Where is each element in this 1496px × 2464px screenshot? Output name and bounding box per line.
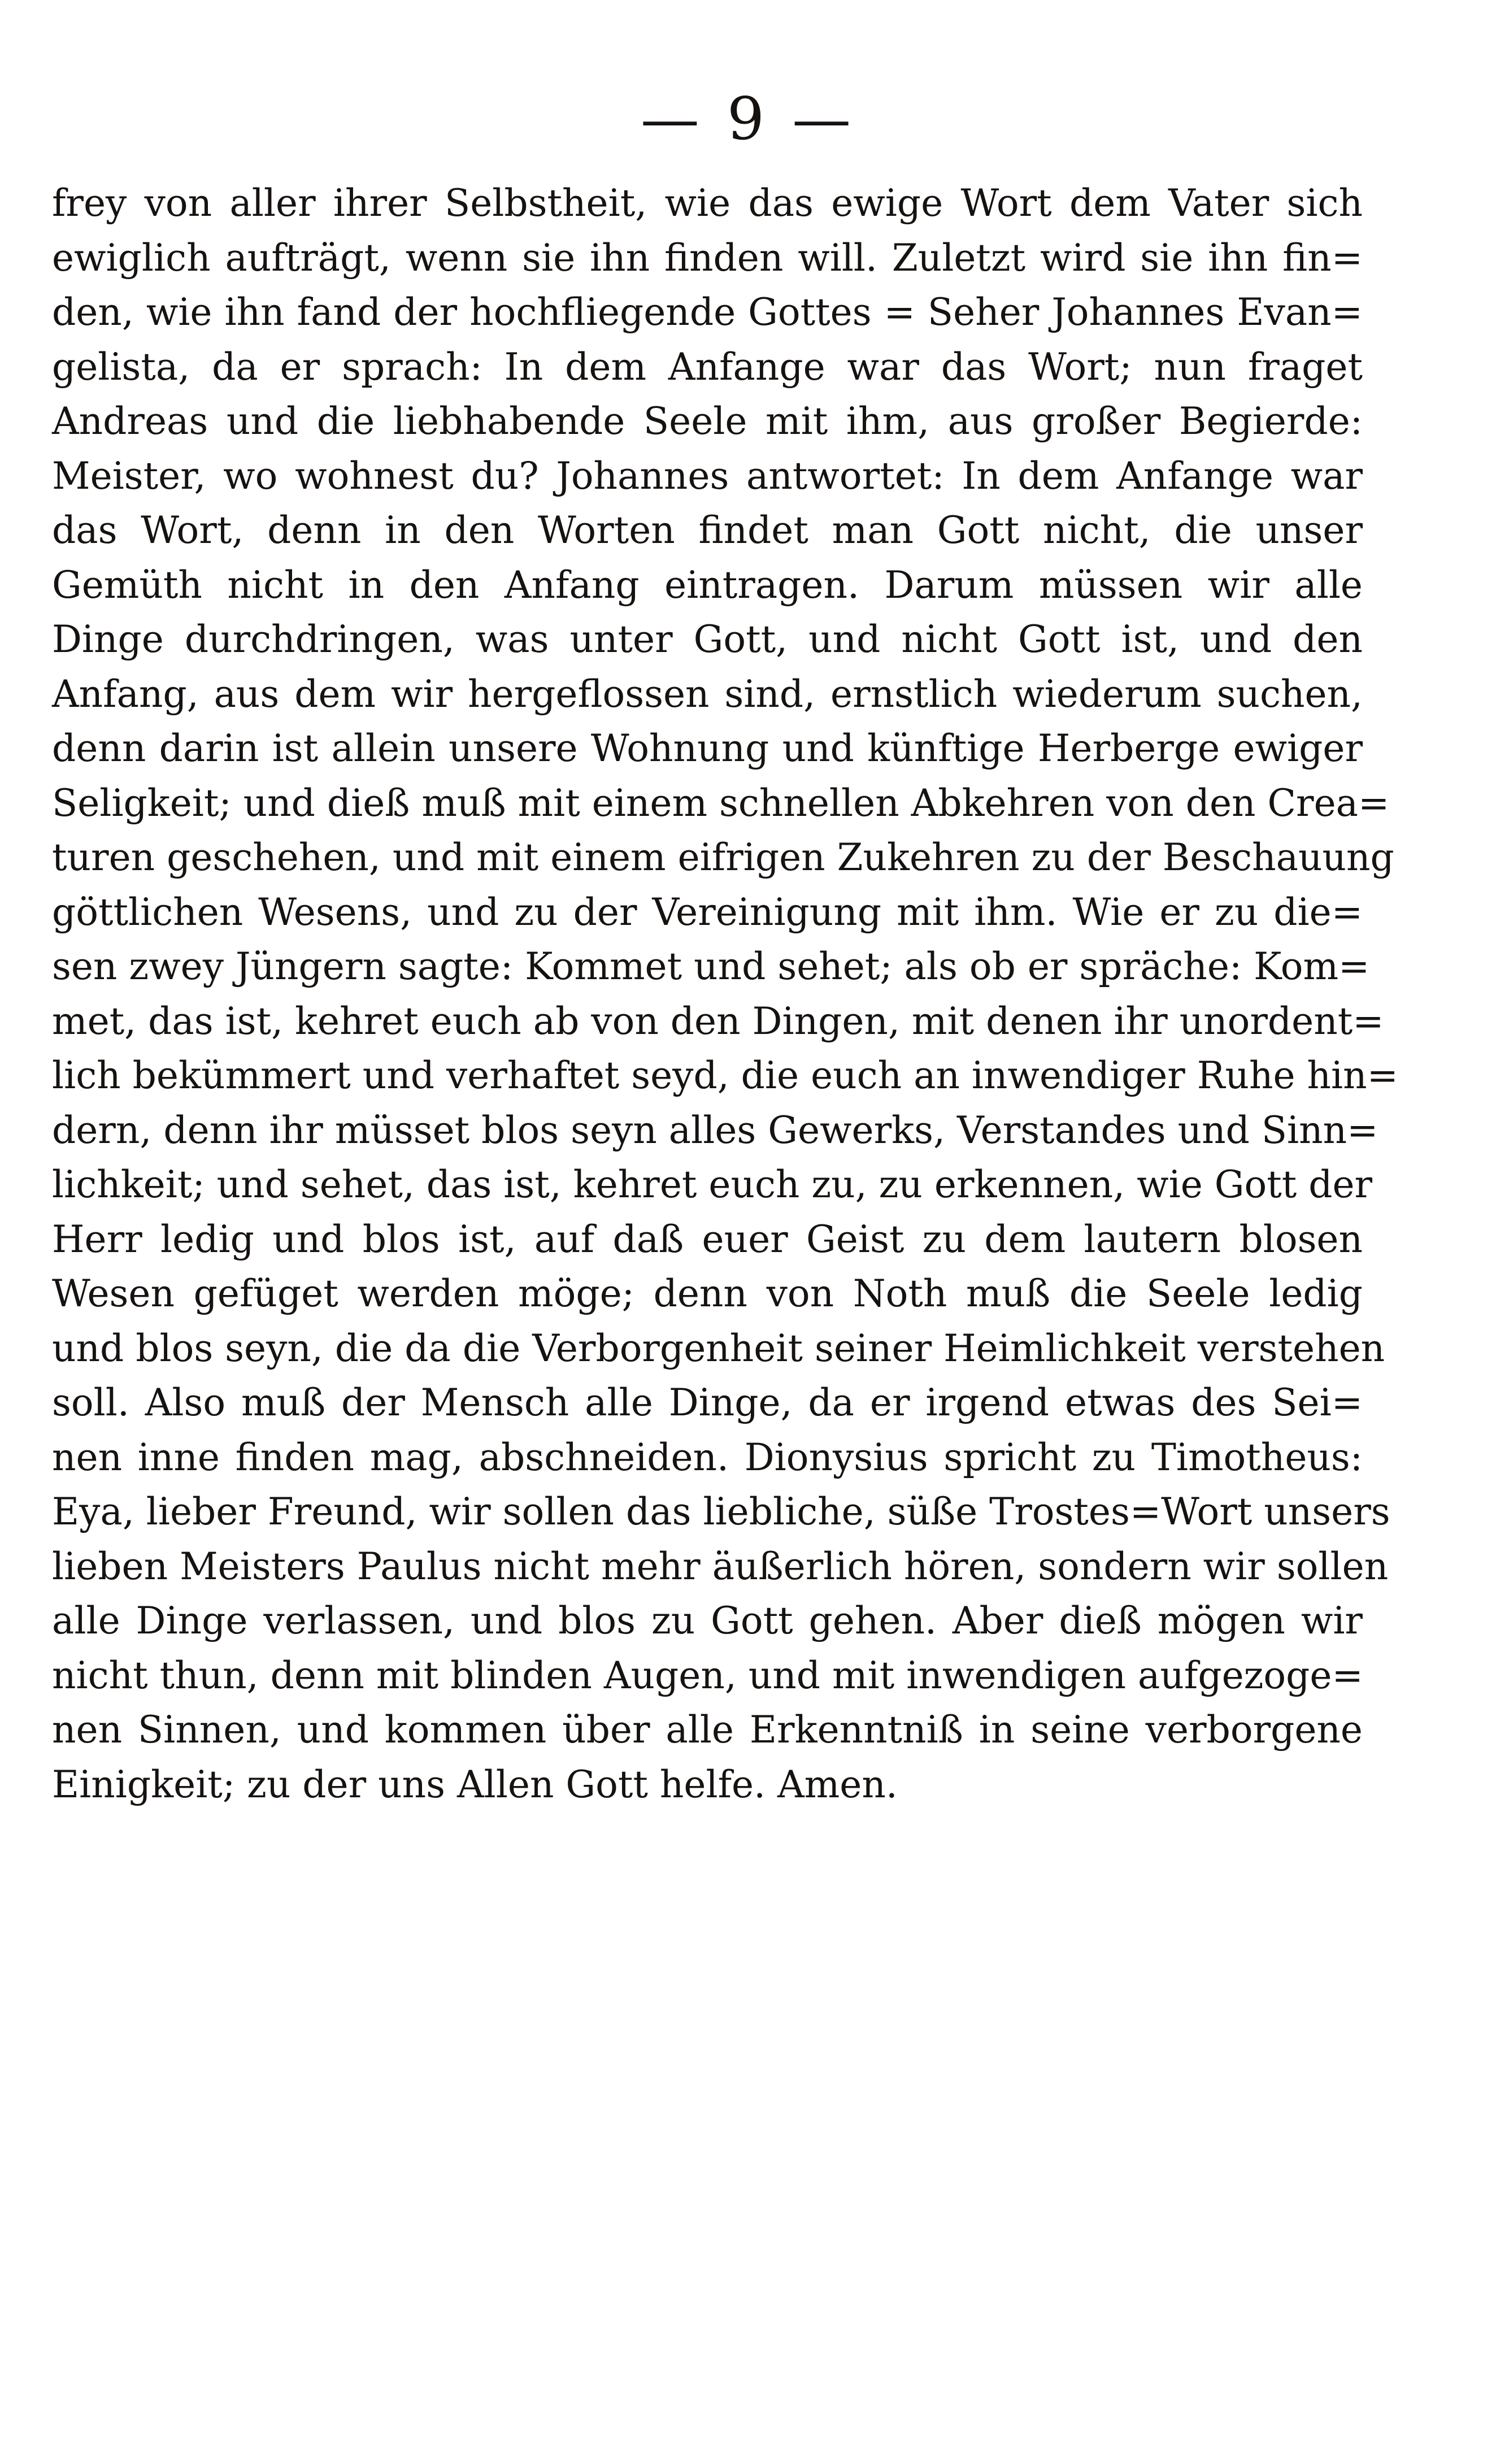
text-line: Einigkeit; zu der uns Allen Gott helfe. Amen. <box>52 1762 898 1806</box>
text-line: alle Dinge verlassen, und blos zu Gott gehen. Aber dieß mögen wir <box>52 1599 1363 1642</box>
text-line: lichkeit; und sehet, das ist, kehret euch zu, zu erkennen, wie Gott der <box>52 1163 1373 1206</box>
text-line: soll. Also muß der Mensch alle Dinge, da er irgend etwas des Sei= <box>52 1381 1363 1424</box>
text-line: met, das ist, kehret euch ab von den Dingen, mit denen ihr unordent= <box>52 999 1384 1043</box>
text-line: das Wort, denn in den Worten findet man Gott nicht, die unser <box>52 509 1363 552</box>
text-line: nen Sinnen, und kommen über alle Erkenntniß in seine verborgene <box>52 1708 1363 1752</box>
text-line: ewiglich aufträgt, wenn sie ihn finden will. Zuletzt wird sie ihn fin= <box>52 236 1363 280</box>
text-line: turen geschehen, und mit einem eifrigen Zukehren zu der Beschauung <box>52 836 1394 879</box>
text-line: Eya, lieber Freund, wir sollen das liebliche, süße Trostes=Wort unsers <box>52 1490 1390 1533</box>
text-line: lieben Meisters Paulus nicht mehr äußerlich hören, sondern wir sollen <box>52 1544 1389 1588</box>
text-line: denn darin ist allein unsere Wohnung und künftige Herberge ewiger <box>52 727 1363 770</box>
text-line: und blos seyn, die da die Verborgenheit seiner Heimlichkeit verstehen <box>52 1326 1385 1370</box>
text-line: Wesen gefüget werden möge; denn von Noth muß die Seele ledig <box>52 1272 1363 1315</box>
text-line: Meister, wo wohnest du? Johannes antwortet: In dem Anfange war <box>52 454 1363 498</box>
body-text <box>52 176 1398 1812</box>
text-line: sen zwey Jüngern sagte: Kommet und sehet; als ob er spräche: Kom= <box>52 945 1370 988</box>
text-line: frey von aller ihrer Selbstheit, wie das ewige Wort dem Vater sich <box>52 181 1363 225</box>
text-line: den, wie ihn fand der hochfliegende Gottes = Seher Johannes Evan= <box>52 290 1363 334</box>
text-line: lich bekümmert und verhaftet seyd, die euch an inwendiger Ruhe hin= <box>52 1054 1398 1097</box>
text-line: nen inne finden mag, abschneiden. Dionysius spricht zu Timotheus: <box>52 1435 1363 1479</box>
text-line: Dinge durchdringen, was unter Gott, und nicht Gott ist, und den <box>52 618 1363 661</box>
text-line: gelista, da er sprach: In dem Anfange war das Wort; nun fraget <box>52 345 1363 389</box>
text-line: Anfang, aus dem wir hergeflossen sind, ernstlich wiederum suchen, <box>52 672 1363 716</box>
text-line: dern, denn ihr müsset blos seyn alles Gewerks, Verstandes und Sinn= <box>52 1108 1378 1152</box>
text-line: nicht thun, denn mit blinden Augen, und mit inwendigen aufgezoge= <box>52 1653 1363 1697</box>
text-line: Herr ledig und blos ist, auf daß euer Geist zu dem lautern blosen <box>52 1217 1363 1261</box>
page-number: — 9 — <box>640 84 856 153</box>
text-line: Seligkeit; und dieß muß mit einem schnellen Abkehren von den Crea= <box>52 781 1390 825</box>
text-line: Gemüth nicht in den Anfang eintragen. Darum müssen wir alle <box>52 563 1363 607</box>
text-line: Andreas und die liebhabende Seele mit ihm, aus großer Begierde: <box>52 399 1363 443</box>
text-line: göttlichen Wesens, und zu der Vereinigung mit ihm. Wie er zu die= <box>52 890 1363 934</box>
